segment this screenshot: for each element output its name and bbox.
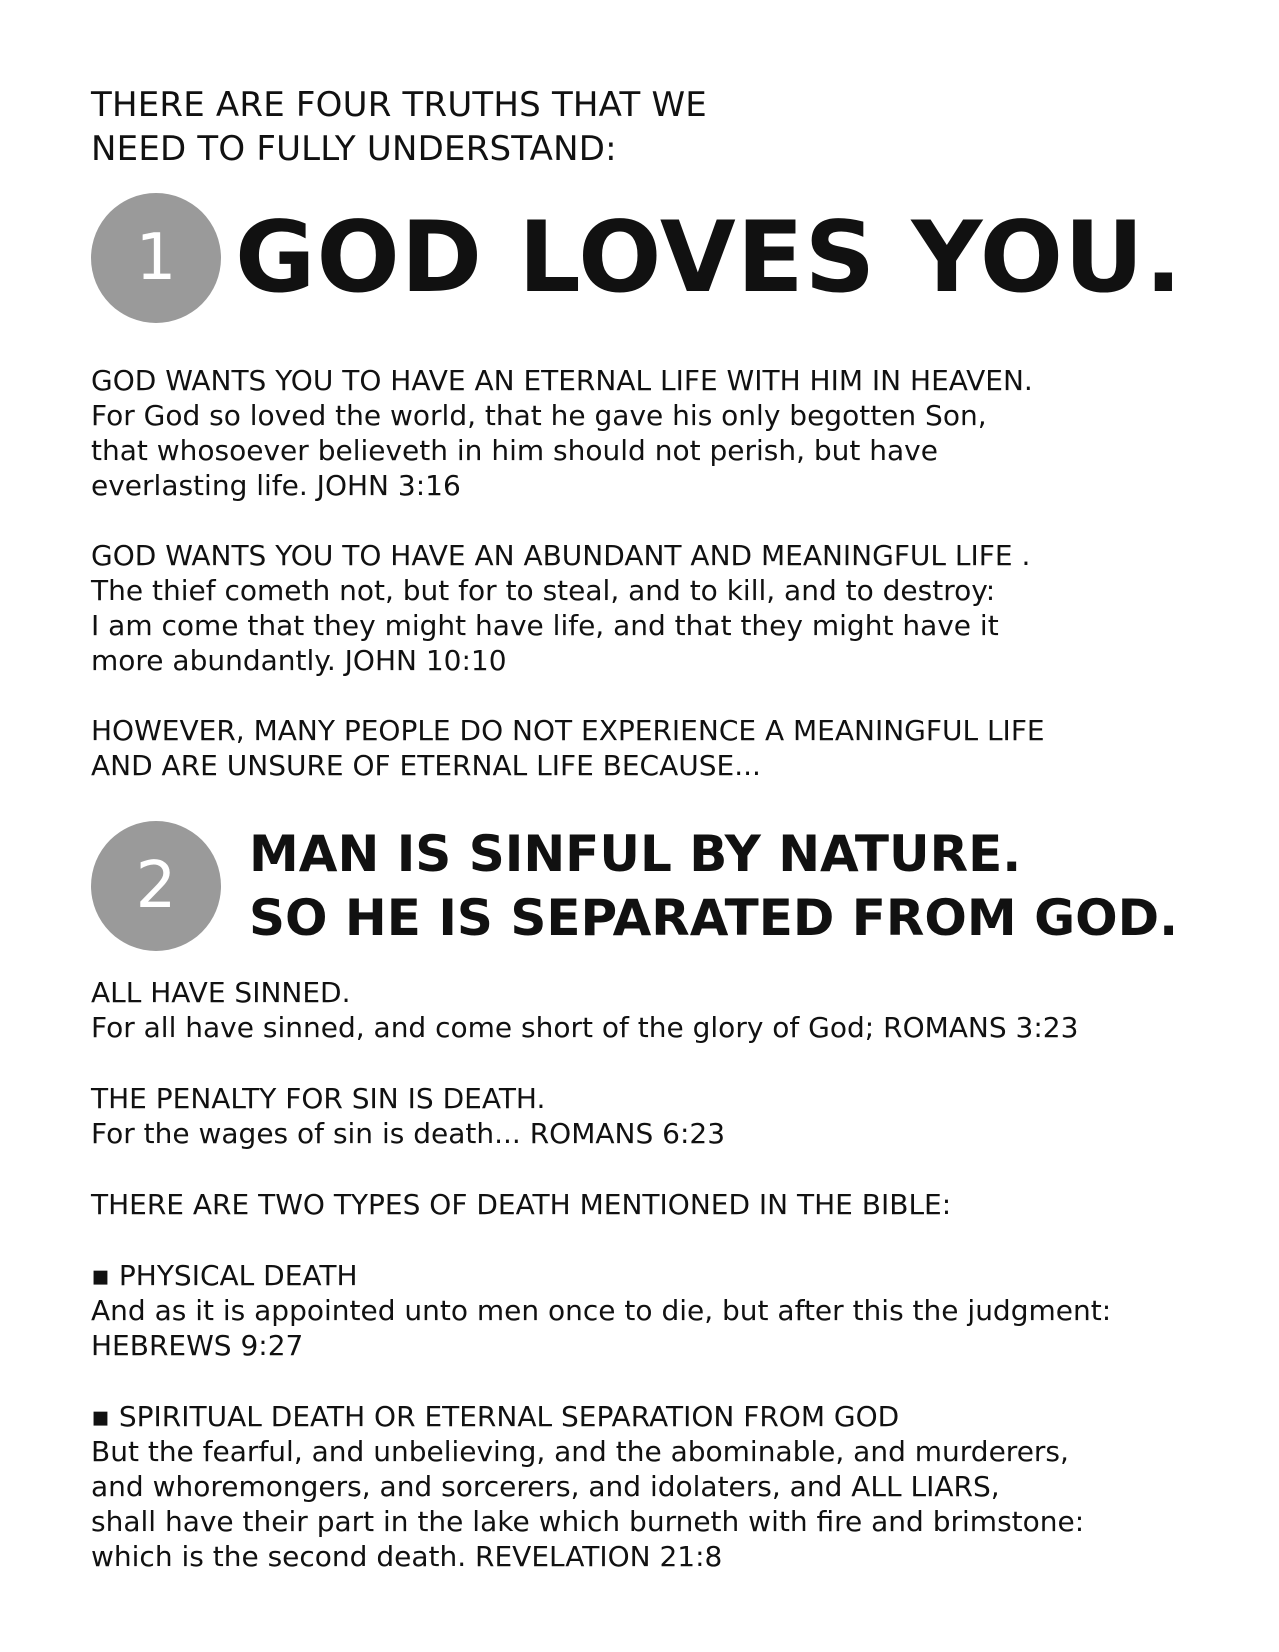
bullet-paragraph (91, 1399, 1241, 1574)
paragraph-line: GOD WANTS YOU TO HAVE AN ETERNAL LIFE WITH HIM IN HEAVEN. (91, 364, 1033, 397)
truth-2-title (249, 822, 1178, 950)
tract-page (91, 83, 1241, 1574)
truth-number: 1 (135, 221, 177, 295)
paragraph-line: everlasting life. JOHN 3:16 (91, 469, 461, 502)
paragraph-line: ▪ PHYSICAL DEATH (91, 1259, 358, 1292)
paragraph-line: and whoremongers, and sorcerers, and idolaters, and ALL LIARS, (91, 1470, 1000, 1503)
paragraph-line: HEBREWS 9:27 (91, 1329, 304, 1362)
paragraph-line: For God so loved the world, that he gave his only begotten Son, (91, 399, 987, 432)
truth-1-body (91, 363, 1241, 783)
paragraph-line: HOWEVER, MANY PEOPLE DO NOT EXPERIENCE A MEANINGFUL LIFE (91, 714, 1045, 747)
paragraph-line: And as it is appointed unto men once to die, but after this the judgment: (91, 1294, 1112, 1327)
truth-1-title: GOD LOVES YOU. (235, 201, 1183, 315)
paragraph-line: that whosoever believeth in him should not perish, but have (91, 434, 938, 467)
intro-line: NEED TO FULLY UNDERSTAND: (91, 129, 617, 169)
paragraph-line: which is the second death. REVELATION 21:8 (91, 1540, 723, 1573)
truth-2-title-line: SO HE IS SEPARATED FROM GOD. (249, 889, 1179, 947)
paragraph-line: THE PENALTY FOR SIN IS DEATH. (91, 1082, 546, 1115)
paragraph-line: For all have sinned, and come short of the glory of God; ROMANS 3:23 (91, 1011, 1079, 1044)
intro-heading (91, 83, 1241, 171)
intro-line: THERE ARE FOUR TRUTHS THAT WE (91, 85, 707, 125)
truth-number-badge (91, 821, 221, 951)
paragraph-line: The thief cometh not, but for to steal, and to kill, and to destroy: (91, 574, 996, 607)
paragraph-line: more abundantly. JOHN 10:10 (91, 644, 507, 677)
paragraph (91, 363, 1241, 503)
paragraph (91, 1081, 1241, 1151)
truth-2-header (91, 821, 1241, 951)
truth-number: 2 (135, 849, 177, 923)
paragraph-line: But the fearful, and unbelieving, and the abominable, and murderers, (91, 1435, 1069, 1468)
bullet-paragraph (91, 1258, 1241, 1363)
paragraph-line: For the wages of sin is death... ROMANS 6:23 (91, 1117, 726, 1150)
paragraph (91, 538, 1241, 678)
truth-2-body (91, 975, 1241, 1574)
paragraph-line: AND ARE UNSURE OF ETERNAL LIFE BECAUSE... (91, 749, 761, 782)
paragraph-line: GOD WANTS YOU TO HAVE AN ABUNDANT AND MEANINGFUL LIFE . (91, 539, 1031, 572)
paragraph-line: ALL HAVE SINNED. (91, 976, 351, 1009)
truth-1-header (91, 193, 1241, 323)
paragraph-line: I am come that they might have life, and that they might have it (91, 609, 999, 642)
paragraph (91, 713, 1241, 783)
paragraph-line: ▪ SPIRITUAL DEATH OR ETERNAL SEPARATION FROM GOD (91, 1400, 900, 1433)
truth-number-badge (91, 193, 221, 323)
paragraph-line: shall have their part in the lake which burneth with fire and brimstone: (91, 1505, 1085, 1538)
paragraph (91, 975, 1241, 1045)
truth-2-title-line: MAN IS SINFUL BY NATURE. (249, 825, 1022, 883)
paragraph (91, 1187, 1241, 1222)
paragraph-line: THERE ARE TWO TYPES OF DEATH MENTIONED IN THE BIBLE: (91, 1188, 952, 1221)
